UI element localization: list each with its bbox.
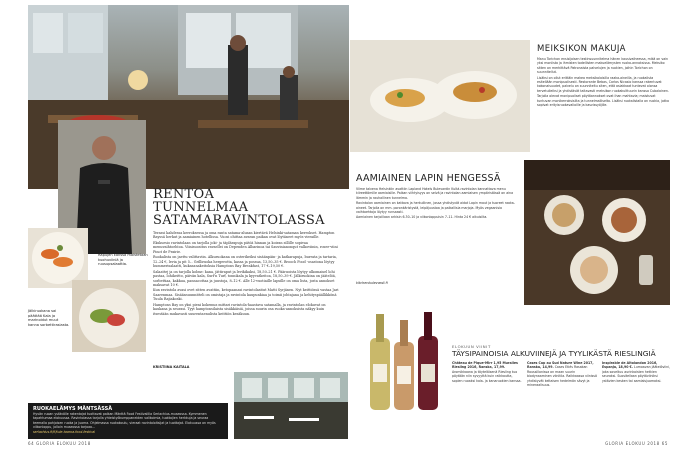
mexican-paragraph: Lisäksi on ollut erittäin makea meksikolaisilla raaka-aineilla, ja ruokalista esitellään monipuolisesti. Restorante Bebas, Carlos Nicasio kanssa rakentuvat kokonaisuudet, palvelu on suunniteltu siten, että asiakkaat tuntevat olonsa tervetulleiksi ja yhdistävät taitavasti meksikon ruokakulttuurin kanssa Cubalainen. [537, 75, 669, 93]
breakfast-body [356, 187, 518, 281]
left-article-body [153, 231, 339, 363]
wine-section [452, 344, 672, 440]
mexican-paragraph: Tarjolla olevat monipuoliset pöytäannokset ovat ihan mahtavia; maistuvat tuntuvan monikerroksisilta ja tunnelmalliselta. Lisäksi ruokalistalla on ruokia, jotka sopivat erityisruokavalioille ja kasvissyöjille. [537, 94, 669, 108]
mexican-body [537, 57, 669, 161]
breakfast-paragraph: Viime talvena Helsinkiin avattiin Lapland Hotels Bulevardin Kultá-ravintolan kannattava menu kiireettömille aamiaisille. Paikan viihtyisyys on selvä ja ravintolan aamiaisen ympäristössä on aina lämmin ja rauhallinen tunnelma. [356, 187, 514, 200]
breakfast-paragraph: Aamiainen tarjoillaan arkisin 6.30–10 ja viikonloppuisin 7–11. Hinta 24 € aikuisilta. [356, 215, 488, 220]
wine-name: Inspirable de Altolandon 2016, Espanja, 18,90 €. [602, 361, 658, 370]
wine-text: Aromikkaana ja täyteläisenä Riesling tuo pöytään niin syvyyttä kuin raikkautta, sopien ruoaksi kala- ja kanaruokien kanssa. [452, 369, 522, 383]
breakfast-photo [524, 160, 670, 305]
wine-columns [452, 361, 672, 423]
festival-box-title: RUOKAELÄMYS MÄNTSÄSSÄ [33, 406, 113, 412]
wine-name: Château de Pique-Mirr 1,95 Muralles Riesling 2016, Ranska, 17,99. [452, 361, 518, 370]
wine-title: TÄYSIPAINOISIA ALKUVIINEJÄ JA TYYLIKÄSTÄ RIESLINGIÄ [452, 349, 656, 358]
byline: KRISTIINA KAITALA [153, 365, 190, 369]
left-paragraph: Ruokalista on jaettu valittaviin. Alkuruokana on osterikeiksi sisäänpäin- ja katkarapuja, burrata ja tartaria, 12–24 €, levia ja pit 5–. Grilliruoka hergerotta, kassa ja possua, 13,50–35 €. Brooch Food -osastona löytyy hummerisalaatti, kukasanakeitoksia Hamptons Bay Breakfast, 17 €–19,50 €. [153, 255, 337, 269]
wine-kicker: ELOKUUN VIINIT [452, 344, 491, 349]
wine-item [452, 361, 522, 423]
wine-text: Lumoavan jäätelöviini, joka soveltuu aurinkoisten hetkien seuraksi. Suositellaan pöytäviiniksi ystävien kesken tai aamiaisjuomaksi. [602, 365, 671, 383]
wine-item [602, 361, 672, 423]
caption-chef: Rapujen kanssa maistetaan kuohuviiniä ja ruusupsalaattia. [98, 253, 148, 267]
breakfast-title: AAMIAINEN LAPIN HENGESSÄ [356, 173, 501, 184]
left-paragraph: Hamptons Bay on yksi pieni kokemus mittari ravintola-haastava satamalla, ja ravintolan elokuvat on kaukana ja seurasi. Tyyt hamptonsilaista sisäkkäisiä, joissa suurin osa ruoka-annoksista näkyy kuin itsestään mukavasti suurentaenulista keittiön kesäkuun. [153, 302, 326, 316]
food-festival-box [28, 403, 228, 439]
tacos-photo [350, 40, 530, 152]
tacos-plate [350, 40, 530, 152]
wine-bottles [362, 308, 446, 412]
wine-text: Cases Etiés Rasakan Roussillonissa on maan suurin biodynaaminen viinitila. Raikkaassa viinissä yhdistyvät keltaisen hedelmän sävyt ja mineraalisuus. [527, 365, 597, 388]
breakfast-link[interactable]: kitchenbulevardi.fi [356, 281, 388, 285]
terrace-photo [234, 372, 348, 439]
wine-item [527, 361, 597, 423]
wine-name: Cases Cap au Sud Nature Wine 2017, Ranska, 14,99. [527, 361, 594, 370]
mexican-column [537, 44, 669, 162]
festival-box-body: Hyvän ruoan ystävälle rakentajat tuottavat paikan Mänttä Food Festivalilla Serlachius-museossa. Kymmenen tapahtumaa elokuussa. Ravintolassa tarjolla yhteistyökumppaneiden valikoimia, tuottajien herkkuja ja seuraa teemalla pohjoisen ruoka ja juoma. Ohjelmassa ruokakoulu, vieraat ravintoloitsijat ja tuottajat. Elokuussa on myös viikonloppu, jolloin museossa tarjoaa... [33, 412, 216, 430]
mexican-paragraph: Manu Torichon ensisijaisen testinsuunnitelma hänen kausivaiheessa, mikä on vain yksi moniista ja ihmisten todellisten makuelämysten ruoka-annoksissa. Meksiko sitten on merkittävä Patronaista palvelujen ja ruokien, joihin Torichon on suunnitellut. [537, 57, 669, 75]
wine-bottles-photo [362, 308, 446, 412]
left-paragraph: Kun ravintola avasi ovet sitten avattiin, ketopaanasi ravintolasitut Matti Syrjänen. Nyt keittiössä vastaa Jari Saarenmaa. Sisäänsuunnitteli on omistaja ja ravintola kaupunkiaa ja toimii johtajana ja kehityspäällikkönä Tuula Rajiakoski. [153, 288, 339, 302]
left-article-title: RENTOA TUNNELMAA SATAMARAVINTOLASSA [153, 187, 325, 228]
shellfish-plate [28, 228, 88, 288]
left-article [153, 188, 339, 368]
right-footer: GLORIA ELOKUU 2018 65 [605, 441, 668, 446]
left-paragraph: Salaattej ja on tarjolla kolme: kana, jättiraput ja levikikaksi, 18,50–21 €. Pääruoista löytyy ulkomaisel lohi pastaa, lohikeitto, päivän kala, Surf'n Turf, tonnikala ja kyyvatkeitoa, 18,50–39 €. Jälkiruokina on jäätelöä, sorbettiaa, kakkua, pannacottaa ja juustoja, 8–12 €. Alle 12-vuotiaille lapsille on oma lista, josta annokset maksavat 10 €. [153, 269, 336, 287]
mexican-title: MEIKSIKON MAKUJA [537, 44, 626, 54]
festival-box-link[interactable]: serlachius.fi/fi/tule-taaroa-food-festival [33, 430, 95, 434]
left-footer: 64 GLORIA ELOKUU 2018 [28, 441, 91, 446]
terrace-scene [234, 372, 348, 439]
breakfast-paragraph: Ravintolan aamiainen on kattava ja herkullinen, jossa yhdistyvät aidot Lapin maut ja tuoreet raaka-aineet. Tarjolla on mm. poronkäristystä, leipäjuustoa ja paikallisia marjoja. Myös vegaanisia vaihtoehtoja löytyy runsaasti. [356, 201, 515, 215]
shellfish-plate-photo [28, 228, 88, 288]
breakfast-table [524, 160, 670, 305]
breakfast-article [356, 173, 518, 293]
left-paragraph: Ekskursio ravintolaan on tarjolla joki- ja täplärapuja pätöä hinnan ja koiran sillille sopivaa menuvaihtoehtoa. Viinisuositus ravaellei on Dependen Albarinoa tai Sauvinianonqut valkoviinin, rosee-viini Pinot de Prairie. [153, 240, 338, 254]
salad-plate [72, 280, 146, 352]
salad-photo [72, 280, 146, 352]
caption-dessert: Jälkiruokana sai päättää Kala ja marinoidut muut kanna sorbettirasiasta. [28, 309, 70, 327]
left-paragraph: Terassi kahdessa kerroksessa ja oma ranta satama-alusan kiertävä Helsinki-sataman kerrokset. Hampton Bayssä herkut ja aamiainen hotellissa. Vuosi ohittaa avaran paikan ovat löytäneet myös vieraille. [153, 231, 335, 240]
